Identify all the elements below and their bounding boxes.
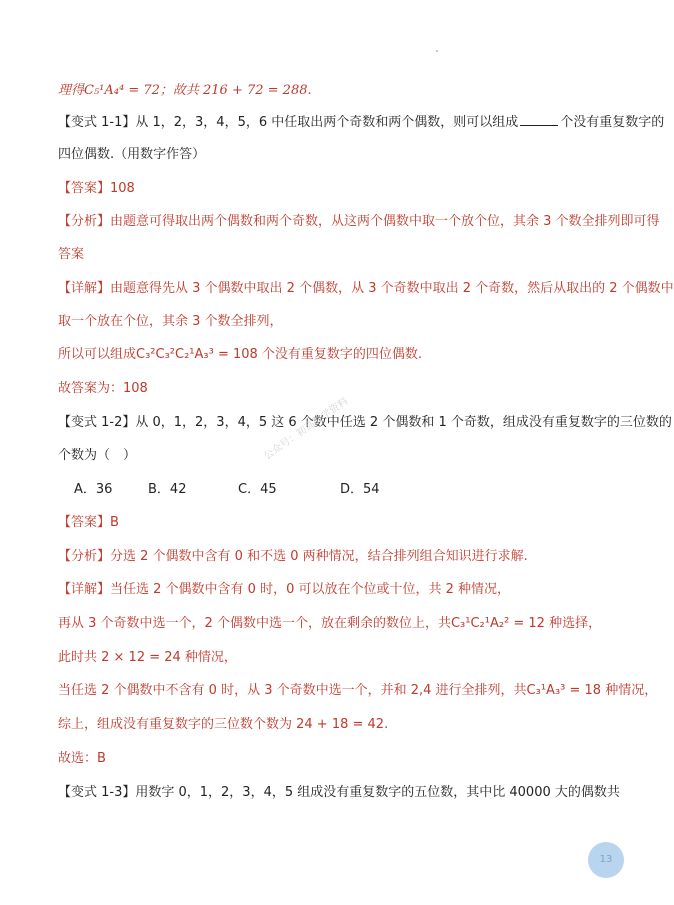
option-d: D．54: [340, 482, 380, 497]
variant-1-2-answer: 【答案】B: [58, 515, 119, 530]
option-b: B．42: [148, 482, 187, 497]
variant-1-2-detail-line5: 综上，组成没有重复数字的三位数个数为 24 + 18 = 42.: [58, 717, 389, 732]
variant-1-1-question-line1: [58, 113, 665, 132]
variant-1-1-detail-line3: 所以可以组成C₃²C₃²C₂¹A₃³ = 108 个没有重复数字的四位偶数.: [58, 347, 423, 362]
watermark-text: 公众号：初高数学资料: [262, 395, 351, 463]
variant-1-2-detail-line1: 【详解】当任选 2 个偶数中含有 0 时，0 可以放在个位或十位，共 2 种情况，: [58, 582, 511, 597]
variant-1-2-final: 故选：B: [58, 751, 106, 766]
variant-1-1-detail-line2: 取一个放在个位，其余 3 个数全排列，: [58, 314, 283, 329]
prev-solution-tail: 理得C₅¹A₄⁴ = 72；故共 216 + 72 = 288.: [58, 83, 312, 98]
variant-1-2-analysis: 【分析】分选 2 个偶数中含有 0 和不选 0 两种情况，结合排列组合知识进行求解.: [58, 549, 528, 564]
variant-1-2-detail-line2: 再从 3 个奇数中选一个，2 个偶数中选一个，放在剩余的数位上，共C₃¹C₂¹A₂² = 12 种选择，: [58, 616, 602, 631]
option-c: C．45: [238, 482, 277, 497]
variant-1-2-detail-line4: 当任选 2 个偶数中不含有 0 时，从 3 个奇数中选一个，并和 2,4 进行全排列，共C₃¹A₃³ = 18 种情况，: [58, 683, 658, 698]
variant-1-1-question-line2: 四位偶数.（用数字作答）: [58, 147, 206, 162]
page-number-badge: 13: [588, 842, 624, 878]
fill-in-blank: [520, 113, 558, 126]
decorative-dot: [436, 50, 438, 52]
variant-1-3-question-line1: 【变式 1-3】用数字 0，1，2，3，4，5 组成没有重复数字的五位数，其中比 40000 大的偶数共: [58, 785, 620, 800]
variant-1-1-question-part-a: 【变式 1-1】从 1，2，3，4，5，6 中任取出两个奇数和两个偶数，则可以组成: [58, 115, 519, 130]
variant-1-2-question-line2: 个数为（ ）: [58, 448, 137, 463]
variant-1-1-analysis-line1: 【分析】由题意可得取出两个偶数和两个奇数，从这两个偶数中取一个放个位，其余 3 个数全排列即可得: [58, 214, 660, 229]
variant-1-1-final: 故答案为：108: [58, 381, 148, 396]
variant-1-1-analysis-line2: 答案: [58, 247, 85, 262]
option-a: A．36: [74, 482, 113, 497]
variant-1-1-detail-line1: 【详解】由题意得先从 3 个偶数中取出 2 个偶数，从 3 个奇数中取出 2 个奇数，然后从取出的 2 个偶数中: [58, 281, 674, 296]
variant-1-2-question-line1: 【变式 1-2】从 0，1，2，3，4，5 这 6 个数中任选 2 个偶数和 1 个奇数，组成没有重复数字的三位数的: [58, 415, 672, 430]
variant-1-1-answer: 【答案】108: [58, 181, 135, 196]
variant-1-2-detail-line3: 此时共 2 × 12 = 24 种情况，: [58, 650, 237, 665]
variant-1-1-question-part-b: 个没有重复数字的: [560, 115, 665, 130]
